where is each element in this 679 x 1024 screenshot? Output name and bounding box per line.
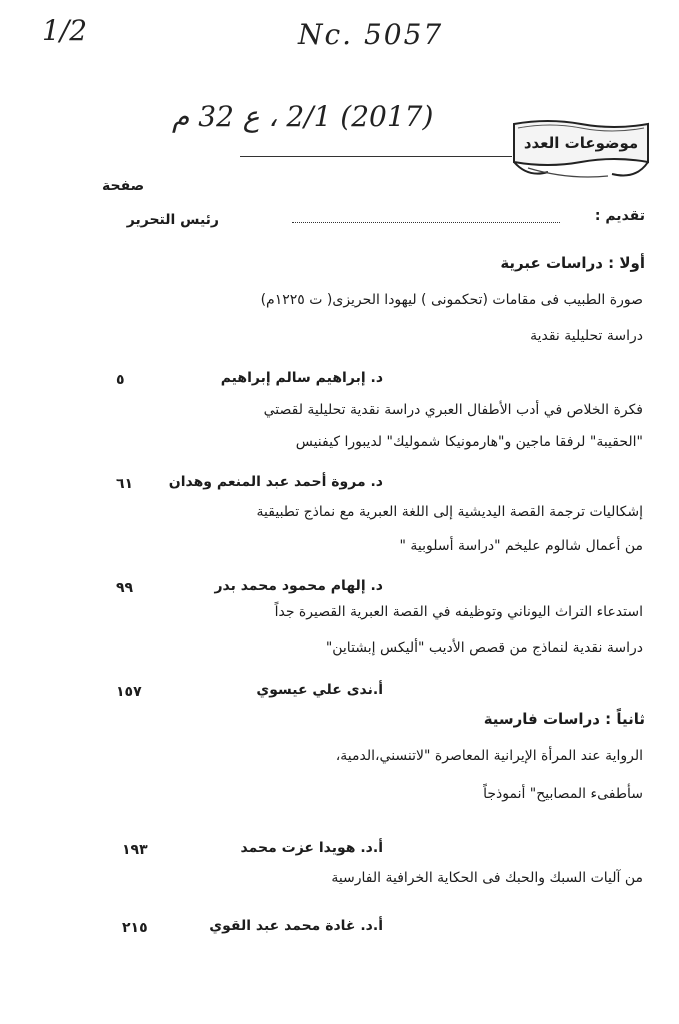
article-title-line: إشكاليات ترجمة القصة اليديشية إلى اللغة العبرية مع نماذج تطبيقية (256, 504, 643, 520)
banner-title: موضوعات العدد (523, 134, 639, 152)
article-author: أ.ندى علي عيسوي (256, 682, 383, 698)
page-column-label: صفحة (102, 178, 145, 194)
page-fraction-note: 1/2 (42, 14, 88, 47)
article-title-line: من أعمال شالوم عليخم "دراسة أسلوبية " (399, 538, 643, 554)
issue-contents-banner (508, 118, 654, 184)
article-page-number: ٥ (116, 372, 125, 388)
volume-note: (2017) 2/1 ، ع 32 م (172, 100, 434, 133)
article-title-line: استدعاء التراث اليوناني وتوظيفه في القصة العبرية القصيرة جداً (274, 604, 643, 620)
section-heading: ثانياً : دراسات فارسية (483, 710, 645, 728)
article-title-line: فكرة الخلاص في أدب الأطفال العبري دراسة نقدية تحليلية لقصتي (263, 402, 643, 418)
header-rule (240, 156, 512, 157)
article-title-line: سأطفىء المصابيح" أنموذجاً (483, 786, 643, 802)
issue-number-note: Nc. 5057 (298, 18, 444, 51)
article-author: د. مروة أحمد عبد المنعم وهدان (168, 474, 383, 490)
article-author: د. إبراهيم سالم إبراهيم (220, 370, 383, 386)
article-page-number: ٦١ (116, 476, 134, 492)
article-title-line: دراسة تحليلية نقدية (530, 328, 643, 344)
article-title-line: من آليات السبك والحبك فى الحكاية الخرافية الفارسية (331, 870, 643, 886)
article-author: د. إلهام محمود محمد بدر (214, 578, 383, 594)
article-title-line: صورة الطبيب فى مقامات (تحكمونى ) ليهودا الحريزى( ت ١٢٢٥م) (260, 292, 643, 308)
intro-label: تقديم : (594, 208, 645, 224)
article-page-number: ١٩٣ (122, 842, 148, 858)
article-author: أ.د. غادة محمد عبد القوي (209, 918, 383, 934)
article-page-number: ٩٩ (116, 580, 134, 596)
intro-author: رئيس التحرير (126, 212, 219, 228)
article-title-line: "الحقيبة" لرفقا ماجين و"هارمونيكا شموليك" لديبورا كيفنيس (295, 434, 643, 450)
intro-leader-dots (292, 222, 560, 223)
article-title-line: دراسة نقدية لنماذج من قصص الأديب "أليكس إبشتاين" (325, 640, 643, 656)
article-page-number: ٢١٥ (122, 920, 148, 936)
section-heading: أولا : دراسات عبرية (500, 254, 645, 272)
article-title-line: الرواية عند المرأة الإيرانية المعاصرة "لاتنسني،الدمية، (335, 748, 643, 764)
article-page-number: ١٥٧ (116, 684, 142, 700)
article-author: أ.د. هويدا عزت محمد (240, 840, 383, 856)
